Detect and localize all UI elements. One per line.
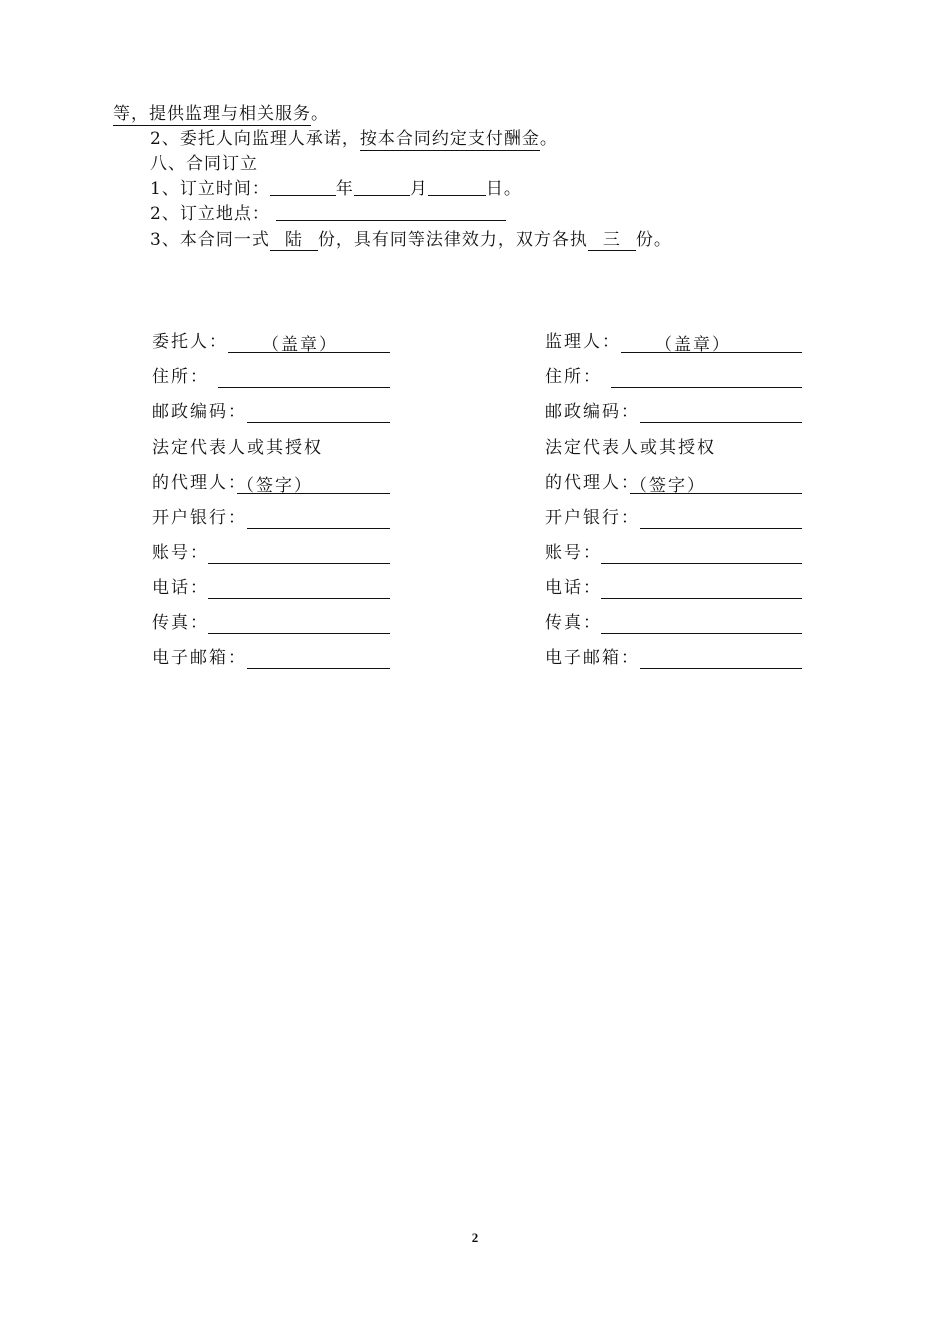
month-unit: 月: [409, 179, 428, 199]
copies-prefix: 3、本合同一式: [150, 230, 270, 250]
left-seal-field[interactable]: [228, 332, 390, 353]
right-rep-label-2: 的代理人：: [545, 473, 640, 493]
left-email-label: 电子邮箱：: [152, 648, 247, 668]
right-postal-label: 邮政编码：: [545, 402, 640, 422]
right-account-label: 账号：: [545, 543, 602, 563]
section-title-text: 八、合同订立: [150, 154, 258, 174]
year-unit: 年: [335, 179, 354, 199]
right-bank-field[interactable]: [640, 508, 802, 529]
left-sign-field[interactable]: [237, 473, 390, 494]
right-fax-field[interactable]: [601, 613, 802, 634]
day-blank: [428, 177, 486, 196]
right-seal-note: （盖章）: [655, 335, 731, 355]
left-postal-label: 邮政编码：: [152, 402, 247, 422]
clause-line-1-tail: 。: [311, 104, 329, 124]
left-fax-label: 传真：: [152, 613, 209, 633]
copies-total-value: 陆: [284, 230, 303, 250]
clause-line-2-tail: 。: [539, 129, 558, 149]
right-email-field[interactable]: [640, 648, 802, 669]
copies-tail: 份。: [635, 230, 672, 250]
left-seal-note: （盖章）: [262, 335, 338, 355]
page-number: 2: [471, 1230, 479, 1245]
clause-line-2-prefix: 2、委托人向监理人承诺，: [150, 129, 360, 149]
copies-each-fill: [588, 230, 636, 251]
year-blank: [270, 177, 336, 196]
right-email-label: 电子邮箱：: [545, 648, 640, 668]
day-unit: 日。: [485, 179, 522, 199]
right-sign-field[interactable]: [630, 473, 802, 494]
copies-total-fill: [270, 230, 318, 251]
left-party-label: 委托人：: [152, 332, 228, 352]
right-phone-label: 电话：: [545, 578, 602, 598]
signing-place-blank: [276, 202, 506, 221]
right-address-field[interactable]: [611, 367, 802, 388]
right-address-label: 住所：: [545, 367, 602, 387]
right-rep-label-1: 法定代表人或其授权: [545, 438, 716, 458]
signing-date-label: 1、订立时间：: [150, 179, 270, 199]
right-seal-field[interactable]: [621, 332, 802, 353]
copies-middle: 份，具有同等法律效力，双方各执: [317, 230, 588, 250]
section-title: [150, 152, 258, 176]
left-bank-field[interactable]: [247, 508, 390, 529]
right-phone-field[interactable]: [601, 578, 802, 599]
left-phone-label: 电话：: [152, 578, 209, 598]
signing-place-line: [150, 202, 506, 226]
left-phone-field[interactable]: [208, 578, 390, 599]
copies-line: [150, 228, 672, 252]
left-email-field[interactable]: [247, 648, 390, 669]
right-sign-note: （签字）: [630, 476, 706, 496]
left-address-label: 住所：: [152, 367, 209, 387]
clause-line-1: [113, 102, 329, 126]
left-account-field[interactable]: [208, 543, 390, 564]
right-postal-field[interactable]: [640, 402, 802, 423]
right-party-label: 监理人：: [545, 332, 621, 352]
clause-line-2-underlined: 按本合同约定支付酬金: [359, 129, 540, 149]
left-address-field[interactable]: [218, 367, 390, 388]
signing-place-label: 2、订立地点：: [150, 204, 270, 224]
clause-line-1-underlined: 等，提供监理与相关服务: [113, 104, 311, 124]
clause-line-2: [150, 127, 558, 151]
left-sign-note: （签字）: [237, 476, 313, 496]
left-postal-field[interactable]: [247, 402, 390, 423]
month-blank: [354, 177, 410, 196]
left-rep-label-1: 法定代表人或其授权: [152, 438, 323, 458]
left-fax-field[interactable]: [208, 613, 390, 634]
copies-each-value: 三: [602, 230, 621, 250]
right-account-field[interactable]: [601, 543, 802, 564]
left-bank-label: 开户银行：: [152, 508, 247, 528]
left-rep-label-2: 的代理人：: [152, 473, 247, 493]
signing-date-line: [150, 177, 522, 201]
right-bank-label: 开户银行：: [545, 508, 640, 528]
left-account-label: 账号：: [152, 543, 209, 563]
right-fax-label: 传真：: [545, 613, 602, 633]
